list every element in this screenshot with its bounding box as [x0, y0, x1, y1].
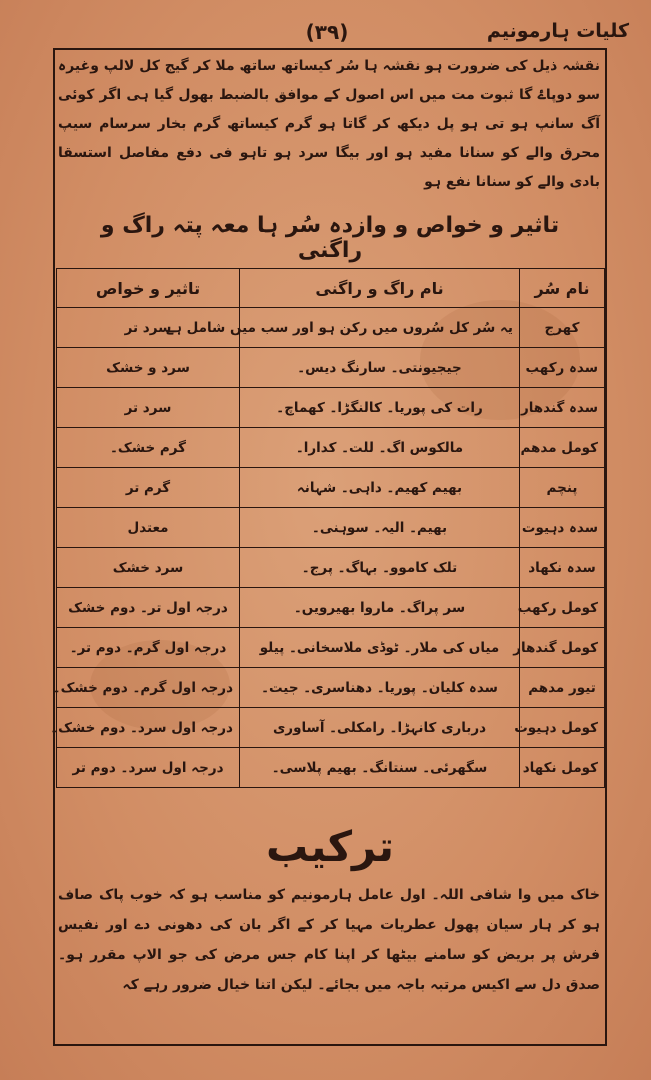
effect-cell: درجہ اول تر۔ دوم خشک	[57, 588, 240, 628]
ragas-cell: میاں کی ملار۔ ٹوڈی ملاسخانی۔ پیلو	[240, 628, 520, 668]
effect-cell: درجہ اول سرد۔ دوم خشک۔	[57, 708, 240, 748]
table-row	[57, 508, 605, 548]
table-row	[57, 708, 605, 748]
ragas-cell: درباری کانہڑا۔ رامکلی۔ آساوری	[240, 708, 520, 748]
column-header-note: نام سُر	[520, 269, 605, 308]
note-cell: کومل رکھب	[520, 588, 605, 628]
ragas-cell: مالکوس اگ۔ للت۔ کدارا۔	[240, 428, 520, 468]
note-cell: کومل نکھاد	[520, 748, 605, 788]
effect-cell: سرد تر	[57, 308, 240, 348]
effect-cell: گرم تر	[57, 468, 240, 508]
note-cell: سدہ گندھار	[520, 388, 605, 428]
table-row	[57, 588, 605, 628]
effect-cell: درجہ اول سرد۔ دوم تر	[57, 748, 240, 788]
column-header-effect: تاثیر و خواص	[57, 269, 240, 308]
effect-cell: گرم خشک۔	[57, 428, 240, 468]
effect-cell: سرد خشک	[57, 548, 240, 588]
note-cell: کومل مدھم	[520, 428, 605, 468]
note-cell: کومل گندھار	[520, 628, 605, 668]
raga-table-body	[50, 308, 605, 788]
table-header-row	[57, 269, 605, 308]
table-row	[57, 428, 605, 468]
effect-cell: درجہ اول گرم۔ دوم تر۔	[57, 628, 240, 668]
table-row	[57, 628, 605, 668]
page-number: (٣٩)	[305, 20, 349, 44]
ragas-cell: جیجیونتی۔ سارنگ دیس۔	[240, 348, 520, 388]
table-heading: تاثیر و خواص و وازدہ سُر ہا معہ پتہ راگ و راگنی	[100, 213, 560, 263]
note-cell: کومل دہیوت	[520, 708, 605, 748]
effect-cell: درجہ اول گرم۔ دوم خشک۔	[57, 668, 240, 708]
ragas-cell: بھیم۔ الیہ۔ سوہنی۔	[240, 508, 520, 548]
note-cell: کھرج	[520, 308, 605, 348]
ragas-cell: رات کی پوریا۔ کالنگڑا۔ کھماچ۔	[240, 388, 520, 428]
note-cell: سدہ دہیوت	[520, 508, 605, 548]
running-title: کلیات ہارمونیم	[486, 20, 629, 42]
composition-title: ترکیب	[266, 822, 394, 871]
effect-cell: سرد تر	[57, 388, 240, 428]
ragas-cell: سگھرئی۔ سنتانگ۔ بھیم پلاسی۔	[240, 748, 520, 788]
raga-table	[50, 268, 605, 788]
table-row	[57, 548, 605, 588]
table-row	[57, 348, 605, 388]
effect-cell: سرد و خشک	[57, 348, 240, 388]
note-cell: سدہ رکھب	[520, 348, 605, 388]
note-cell: سدہ نکھاد	[520, 548, 605, 588]
note-cell: تیور مدھم	[520, 668, 605, 708]
page-header	[0, 18, 651, 48]
ragas-cell: سر پراگ۔ ماروا بھیرویں۔	[240, 588, 520, 628]
effect-cell: معتدل	[57, 508, 240, 548]
ragas-cell: یہ سُر کل سُروں میں رکن ہو اور سب میں شامل ہے	[240, 308, 520, 348]
table-row	[57, 308, 605, 348]
composition-text: خاک میں وا شافی اللہ۔ اول عامل ہارمونیم کو مناسب ہو کہ خوب پاک صاف ہو کر ہار سیان پھول عطریات مہیا کر کے اگر بان کی دھونی دے اور نفیس فرش پر بریض کو سامنے بیٹھا کر اپنا کام جس مرض کی جو الاپ مقرر ہو۔ صدق دل سے اکیس مرتبہ باجہ میں بجائے۔ لیکن اتنا خیال ضرور رہے کہ	[58, 887, 600, 993]
table-row	[57, 468, 605, 508]
ragas-cell: بھیم کھیم۔ داہی۔ شہانہ	[240, 468, 520, 508]
column-header-ragas: نام راگ و راگنی	[240, 269, 520, 308]
table-row	[57, 388, 605, 428]
ragas-cell: سدہ کلیان۔ پوریا۔ دھناسری۔ جیت۔	[240, 668, 520, 708]
table-row	[57, 668, 605, 708]
note-cell: پنچم	[520, 468, 605, 508]
table-row	[57, 748, 605, 788]
intro-paragraph: نقشہ ذیل کی ضرورت ہو نقشہ ہا سُر کیساتھ ساتھ ملا کر گیج کل لالپ وغیرہ سو دوپاۓ گا ثبوت مت میں اس اصول کے موافق بالضبط بھول گیا ہی اگر کوئی آگ سانپ ہو تی ہو پل دیکھ کر گاتا ہو گرم کیساتھ گرم بخار سرسام سیپ محرق والے کو سنانا مفید ہو اور بیگا سرد ہو تاہو فی دفع مفاصل استسقا بادی والے کو سنانا نفع ہو	[58, 58, 600, 190]
ragas-cell: تلک کاموو۔ بہاگ۔ پرج۔	[240, 548, 520, 588]
